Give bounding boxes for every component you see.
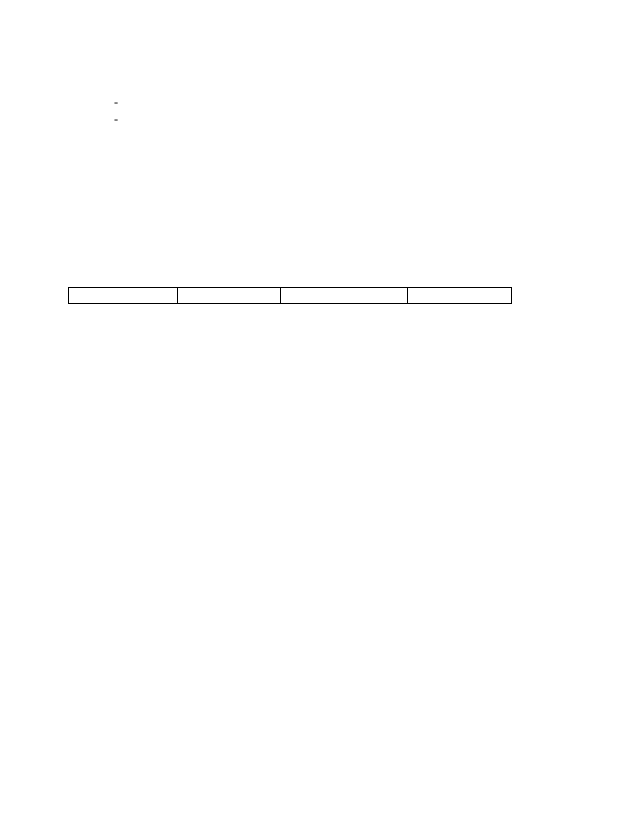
table-header-row — [69, 288, 512, 304]
column-header — [178, 288, 281, 304]
column-header — [69, 288, 178, 304]
column-header — [408, 288, 512, 304]
fatty-acids-table — [68, 287, 512, 304]
section-bullet: - — [114, 95, 119, 109]
column-header — [281, 288, 408, 304]
section-heading — [118, 76, 150, 91]
fatty-acid-structure-diagram — [108, 400, 408, 462]
section-bullet: - — [114, 112, 119, 126]
